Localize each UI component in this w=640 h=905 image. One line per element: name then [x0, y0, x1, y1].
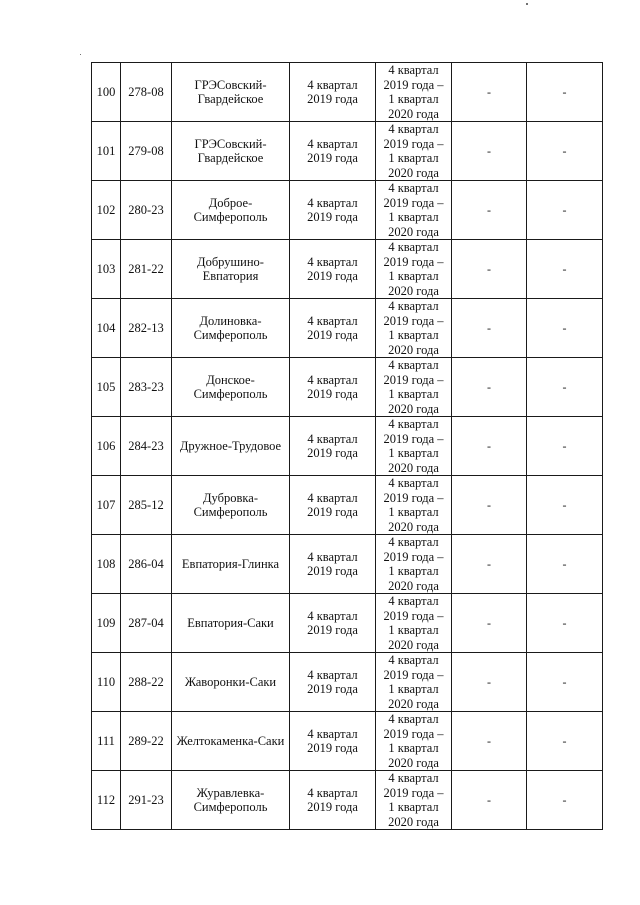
- route-code: 282-13: [121, 299, 172, 358]
- empty-cell: -: [527, 653, 603, 712]
- period-line: 2020 года: [388, 283, 439, 298]
- period-line: 4 квартал: [388, 712, 439, 726]
- period-line: 2020 года: [388, 401, 439, 416]
- period-line: 2019 года: [307, 210, 358, 224]
- route-name-line: Жаворонки-Саки: [184, 674, 277, 689]
- route-name-line: Евпатория: [202, 269, 259, 283]
- table-row: [92, 240, 603, 299]
- table-row: [92, 417, 603, 476]
- row-number: 110: [92, 653, 121, 712]
- period-line: 4 квартал: [388, 181, 439, 195]
- empty-cell: -: [527, 476, 603, 535]
- route-name-line: Доброе-: [208, 195, 253, 210]
- period-line: 1 квартал: [388, 328, 439, 342]
- row-number: 102: [92, 181, 121, 240]
- route-name-line: Дубровка-: [203, 490, 258, 505]
- route-schedule-table: [91, 62, 603, 830]
- route-code: 289-22: [121, 712, 172, 771]
- route-name: [172, 653, 290, 712]
- period-line: 2019 года: [307, 682, 358, 696]
- period-line: 1 квартал: [388, 92, 439, 106]
- period-line: 2019 года: [307, 387, 358, 401]
- period-line: 4 квартал: [307, 667, 358, 682]
- period-line: 2020 года: [388, 224, 439, 239]
- route-name-line: Долиновка-: [199, 313, 262, 328]
- period-line: 4 квартал: [307, 195, 358, 210]
- route-name-line: Евпатория-Саки: [187, 615, 274, 630]
- period-range: [376, 417, 452, 476]
- route-name-line: ГРЭСовский-: [194, 77, 267, 92]
- route-name: [172, 122, 290, 181]
- row-number: 108: [92, 535, 121, 594]
- route-name: [172, 771, 290, 830]
- table-row: [92, 712, 603, 771]
- period-line: 4 квартал: [388, 358, 439, 372]
- period-line: 2020 года: [388, 578, 439, 593]
- empty-cell: -: [527, 535, 603, 594]
- period-line: 2020 года: [388, 106, 439, 121]
- table-row: [92, 476, 603, 535]
- period-line: 4 квартал: [307, 785, 358, 800]
- period-line: 1 квартал: [388, 269, 439, 283]
- route-code: 285-12: [121, 476, 172, 535]
- period-line: 4 квартал: [307, 254, 358, 269]
- empty-cell: -: [527, 181, 603, 240]
- route-code: 284-23: [121, 417, 172, 476]
- route-name-line: Гвардейское: [197, 92, 264, 106]
- period-line: 2019 года –: [383, 667, 444, 682]
- period-line: 2019 года –: [383, 77, 444, 92]
- route-name: [172, 358, 290, 417]
- empty-cell: -: [452, 594, 527, 653]
- period-line: 1 квартал: [388, 210, 439, 224]
- empty-cell: -: [452, 535, 527, 594]
- scan-speck: [80, 54, 81, 55]
- period-start: [290, 653, 376, 712]
- period-range: [376, 653, 452, 712]
- period-line: 1 квартал: [388, 623, 439, 637]
- empty-cell: -: [527, 299, 603, 358]
- period-range: [376, 712, 452, 771]
- period-range: [376, 594, 452, 653]
- empty-cell: -: [527, 417, 603, 476]
- period-line: 2019 года: [307, 446, 358, 460]
- empty-cell: -: [527, 63, 603, 122]
- route-name: [172, 476, 290, 535]
- period-line: 1 квартал: [388, 741, 439, 755]
- route-name: [172, 63, 290, 122]
- table-row: [92, 63, 603, 122]
- period-start: [290, 594, 376, 653]
- period-line: 4 квартал: [307, 136, 358, 151]
- row-number: 106: [92, 417, 121, 476]
- route-name-line: Евпатория-Глинка: [181, 556, 280, 571]
- period-line: 4 квартал: [388, 63, 439, 77]
- empty-cell: -: [452, 476, 527, 535]
- row-number: 101: [92, 122, 121, 181]
- row-number: 112: [92, 771, 121, 830]
- empty-cell: -: [527, 358, 603, 417]
- period-line: 4 квартал: [388, 417, 439, 431]
- period-start: [290, 181, 376, 240]
- route-name-line: Симферополь: [193, 387, 268, 401]
- route-name: [172, 417, 290, 476]
- route-code: 278-08: [121, 63, 172, 122]
- period-line: 4 квартал: [307, 608, 358, 623]
- period-line: 4 квартал: [388, 122, 439, 136]
- route-name: [172, 181, 290, 240]
- route-code: 281-22: [121, 240, 172, 299]
- route-name-line: Гвардейское: [197, 151, 264, 165]
- period-line: 2019 года: [307, 269, 358, 283]
- period-line: 2020 года: [388, 696, 439, 711]
- route-name-line: Симферополь: [193, 800, 268, 814]
- row-number: 103: [92, 240, 121, 299]
- empty-cell: -: [527, 771, 603, 830]
- table-row: [92, 181, 603, 240]
- period-line: 2019 года: [307, 328, 358, 342]
- period-range: [376, 122, 452, 181]
- row-number: 104: [92, 299, 121, 358]
- empty-cell: -: [527, 122, 603, 181]
- route-name: [172, 594, 290, 653]
- route-name-line: ГРЭСовский-: [194, 136, 267, 151]
- period-line: 2019 года –: [383, 372, 444, 387]
- period-line: 4 квартал: [388, 771, 439, 785]
- period-line: 2019 года –: [383, 608, 444, 623]
- period-start: [290, 240, 376, 299]
- period-start: [290, 122, 376, 181]
- period-line: 2019 года: [307, 800, 358, 814]
- route-code: 291-23: [121, 771, 172, 830]
- period-line: 2020 года: [388, 637, 439, 652]
- empty-cell: -: [452, 122, 527, 181]
- empty-cell: -: [452, 712, 527, 771]
- period-start: [290, 417, 376, 476]
- period-line: 4 квартал: [388, 476, 439, 490]
- period-range: [376, 240, 452, 299]
- period-line: 4 квартал: [388, 535, 439, 549]
- row-number: 111: [92, 712, 121, 771]
- route-code: 286-04: [121, 535, 172, 594]
- period-start: [290, 712, 376, 771]
- row-number: 109: [92, 594, 121, 653]
- period-line: 4 квартал: [388, 653, 439, 667]
- empty-cell: -: [527, 712, 603, 771]
- period-start: [290, 358, 376, 417]
- table-row: [92, 653, 603, 712]
- period-line: 4 квартал: [307, 726, 358, 741]
- empty-cell: -: [452, 240, 527, 299]
- scan-speck: [526, 3, 528, 5]
- period-line: 2020 года: [388, 755, 439, 770]
- period-range: [376, 771, 452, 830]
- period-range: [376, 181, 452, 240]
- period-line: 2019 года: [307, 505, 358, 519]
- period-line: 2019 года: [307, 623, 358, 637]
- period-line: 4 квартал: [307, 77, 358, 92]
- empty-cell: -: [527, 594, 603, 653]
- table-row: [92, 299, 603, 358]
- route-code: 279-08: [121, 122, 172, 181]
- empty-cell: -: [452, 417, 527, 476]
- period-start: [290, 476, 376, 535]
- period-line: 2019 года –: [383, 136, 444, 151]
- table-row: [92, 771, 603, 830]
- period-line: 2019 года –: [383, 785, 444, 800]
- route-code: 287-04: [121, 594, 172, 653]
- period-line: 1 квартал: [388, 151, 439, 165]
- period-range: [376, 476, 452, 535]
- empty-cell: -: [527, 240, 603, 299]
- period-line: 1 квартал: [388, 682, 439, 696]
- period-line: 2019 года –: [383, 431, 444, 446]
- period-start: [290, 299, 376, 358]
- empty-cell: -: [452, 358, 527, 417]
- period-line: 1 квартал: [388, 564, 439, 578]
- period-line: 4 квартал: [307, 372, 358, 387]
- period-line: 2019 года –: [383, 490, 444, 505]
- route-code: 283-23: [121, 358, 172, 417]
- empty-cell: -: [452, 653, 527, 712]
- row-number: 100: [92, 63, 121, 122]
- period-line: 2019 года –: [383, 313, 444, 328]
- period-line: 2020 года: [388, 460, 439, 475]
- route-name: [172, 240, 290, 299]
- route-name-line: Симферополь: [193, 328, 268, 342]
- table-row: [92, 358, 603, 417]
- route-name-line: Дружное-Трудовое: [179, 438, 282, 453]
- route-name-line: Донское-: [206, 372, 255, 387]
- empty-cell: -: [452, 299, 527, 358]
- period-line: 2020 года: [388, 519, 439, 534]
- route-name: [172, 299, 290, 358]
- period-line: 2019 года: [307, 741, 358, 755]
- table-row: [92, 594, 603, 653]
- period-line: 2019 года –: [383, 254, 444, 269]
- period-line: 4 квартал: [307, 490, 358, 505]
- period-start: [290, 771, 376, 830]
- row-number: 105: [92, 358, 121, 417]
- route-name-line: Желтокаменка-Саки: [176, 733, 285, 748]
- empty-cell: -: [452, 181, 527, 240]
- period-line: 2019 года: [307, 92, 358, 106]
- period-line: 4 квартал: [388, 299, 439, 313]
- period-range: [376, 358, 452, 417]
- period-line: 2020 года: [388, 814, 439, 829]
- period-line: 2019 года –: [383, 195, 444, 210]
- empty-cell: -: [452, 63, 527, 122]
- route-name: [172, 712, 290, 771]
- period-line: 4 квартал: [388, 240, 439, 254]
- table-body: [92, 63, 603, 830]
- period-line: 2020 года: [388, 342, 439, 357]
- period-line: 1 квартал: [388, 505, 439, 519]
- empty-cell: -: [452, 771, 527, 830]
- period-start: [290, 63, 376, 122]
- period-line: 4 квартал: [307, 431, 358, 446]
- route-name-line: Симферополь: [193, 210, 268, 224]
- period-range: [376, 299, 452, 358]
- period-line: 4 квартал: [307, 313, 358, 328]
- period-line: 1 квартал: [388, 446, 439, 460]
- route-code: 280-23: [121, 181, 172, 240]
- route-name: [172, 535, 290, 594]
- period-line: 2019 года –: [383, 726, 444, 741]
- period-line: 2020 года: [388, 165, 439, 180]
- period-range: [376, 535, 452, 594]
- period-line: 1 квартал: [388, 387, 439, 401]
- row-number: 107: [92, 476, 121, 535]
- period-start: [290, 535, 376, 594]
- period-line: 1 квартал: [388, 800, 439, 814]
- route-name-line: Симферополь: [193, 505, 268, 519]
- route-name-line: Добрушино-: [197, 254, 264, 269]
- route-code: 288-22: [121, 653, 172, 712]
- period-range: [376, 63, 452, 122]
- table-row: [92, 122, 603, 181]
- table-row: [92, 535, 603, 594]
- period-line: 2019 года: [307, 564, 358, 578]
- period-line: 2019 года –: [383, 549, 444, 564]
- period-line: 4 квартал: [388, 594, 439, 608]
- period-line: 2019 года: [307, 151, 358, 165]
- period-line: 4 квартал: [307, 549, 358, 564]
- route-name-line: Журавлевка-: [196, 785, 265, 800]
